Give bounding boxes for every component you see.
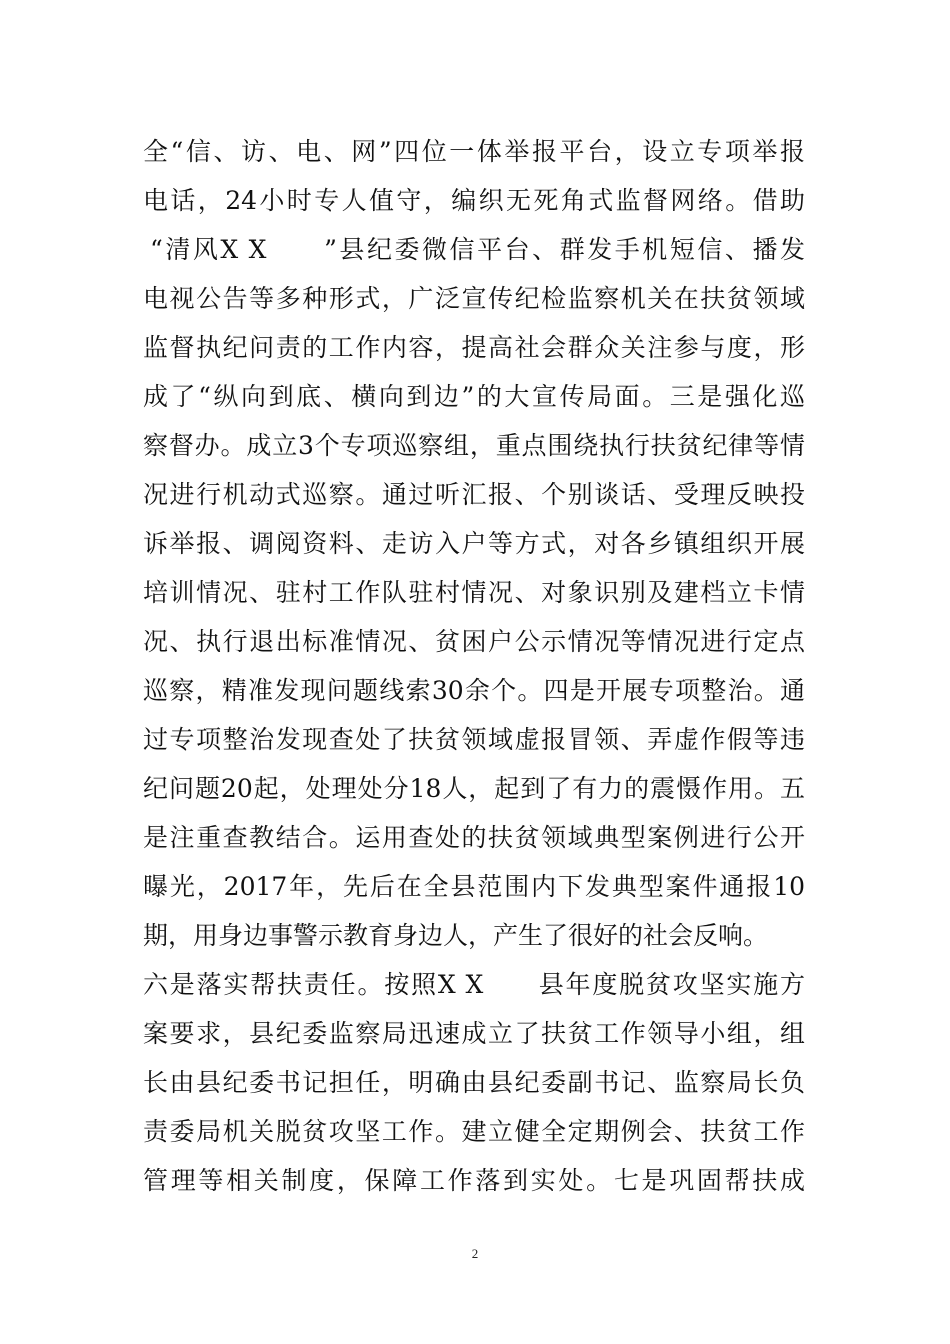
text-line: 察督办。成立3个专项巡察组，重点围绕执行扶贫纪律等情 [143, 431, 805, 460]
text-line: “清风X X ”县纪委微信平台、群发手机短信、播发 [150, 235, 805, 264]
text-line: 巡察，精准发现问题线索30余个。四是开展专项整治。通 [143, 676, 805, 705]
text-line: 培训情况、驻村工作队驻村情况、对象识别及建档立卡情 [143, 578, 805, 607]
text-line: 管理等相关制度，保障工作落到实处。七是巩固帮扶成 [143, 1166, 805, 1195]
page-number: 2 [471, 1246, 479, 1261]
text-line: 全“信、访、电、网”四位一体举报平台，设立专项举报 [143, 137, 805, 166]
text-line: 六是落实帮扶责任。按照X X 县年度脱贫攻坚实施方 [143, 970, 805, 999]
text-line: 纪问题20起，处理处分18人，起到了有力的震慑作用。五 [143, 774, 805, 803]
text-line: 电视公告等多种形式，广泛宣传纪检监察机关在扶贫领域 [143, 284, 805, 313]
text-line: 诉举报、调阅资料、走访入户等方式，对各乡镇组织开展 [143, 529, 805, 558]
text-line: 责委局机关脱贫攻坚工作。建立健全定期例会、扶贫工作 [143, 1117, 805, 1146]
text-line: 期，用身边事警示教育身边人，产生了很好的社会反响。 [143, 921, 769, 950]
text-line: 成了“纵向到底、横向到边”的大宣传局面。三是强化巡 [143, 382, 805, 411]
text-line: 长由县纪委书记担任，明确由县纪委副书记、监察局长负 [143, 1068, 805, 1097]
text-line: 是注重查教结合。运用查处的扶贫领域典型案例进行公开 [143, 823, 805, 852]
text-line: 案要求，县纪委监察局迅速成立了扶贫工作领导小组，组 [143, 1019, 805, 1048]
text-line: 曝光，2017年，先后在全县范围内下发典型案件通报10 [143, 872, 805, 901]
text-line: 监督执纪问责的工作内容，提高社会群众关注参与度，形 [143, 333, 805, 362]
text-line: 过专项整治发现查处了扶贫领域虚报冒领、弄虚作假等违 [143, 725, 805, 754]
text-line: 电话，24小时专人值守，编织无死角式监督网络。借助 [143, 186, 805, 215]
text-line: 况进行机动式巡察。通过听汇报、个别谈话、受理反映投 [143, 480, 805, 509]
text-line: 况、执行退出标准情况、贫困户公示情况等情况进行定点 [143, 627, 805, 656]
